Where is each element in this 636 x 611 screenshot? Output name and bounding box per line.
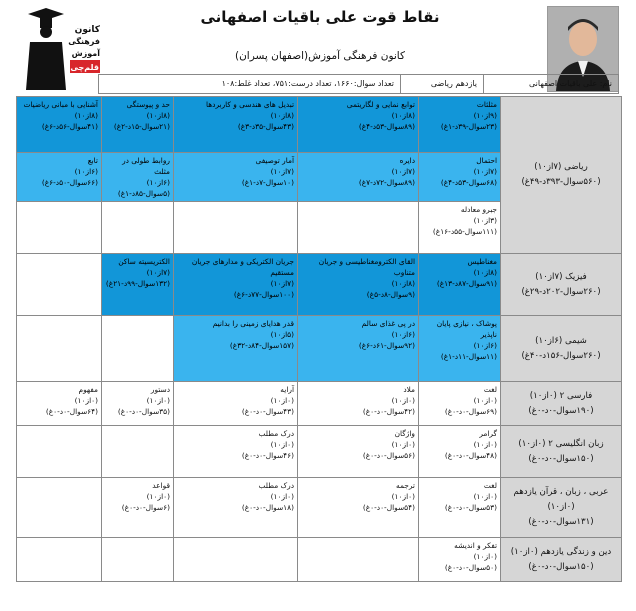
topic-cell (102, 254, 174, 316)
topic-stats: (۹۱سوال-۸۷د-۱۳غ) (436, 279, 497, 288)
topic-cell (17, 153, 102, 202)
topic-stats: (۱۵۷سوال-۸۴د-۳۲غ) (229, 341, 294, 350)
topic-cell (102, 153, 174, 202)
topic-cell (298, 254, 419, 316)
topic-stats: (۵۰سوال-۰د-۰غ) (444, 563, 497, 572)
topic-cell (17, 254, 102, 316)
subject-cell (501, 426, 622, 478)
topic-stats: (۱۱سوال-۱۱د-۱غ) (440, 352, 497, 361)
topic-cell (419, 382, 501, 426)
subject-stats: (۱۹۰سوال-۰د-۰غ) (528, 405, 594, 416)
topic-stats: (۶۹سوال-۰د-۰غ) (444, 407, 497, 416)
topic-title: واژگان (394, 429, 415, 438)
topic-stats: (۲۱سوال-۱۵د-۲غ) (113, 122, 170, 131)
topic-title: الکتریسیته ساکن (118, 257, 170, 266)
topic-stats: (۵سوال-۸۵د-۱غ) (117, 189, 170, 198)
topic-score: (۰از۱۰) (146, 492, 170, 501)
subject-cell (501, 316, 622, 382)
topic-stats: (۸۹سوال-۷۲د-۷غ) (358, 178, 415, 187)
topic-title: آشنایی با مبانی ریاضیات (23, 100, 98, 109)
topic-score: (۸از۱۰) (74, 111, 98, 120)
topic-cell (17, 426, 102, 478)
topic-stats: (۸۹سوال-۵۳د-۴غ) (358, 122, 415, 131)
table-row (17, 97, 622, 153)
topic-stats: (۴۳سوال-۰د-۰غ) (241, 407, 294, 416)
svg-text:آموزش: آموزش (71, 49, 100, 58)
topic-score: (۷از۱۰) (146, 268, 170, 277)
topic-title: آرایه (280, 385, 294, 394)
topic-cell (102, 382, 174, 426)
topic-score: (۰از۱۰) (74, 396, 98, 405)
topic-cell (298, 202, 419, 254)
subject-cell (501, 382, 622, 426)
subject-name: دین و زندگی یازدهم (۰از۱۰) (510, 546, 612, 557)
table-row (17, 478, 622, 538)
topic-title: جبرو معادله (460, 205, 497, 214)
strengths-table (16, 96, 622, 582)
svg-text:کانون: کانون (74, 25, 100, 35)
topic-title: جریان الکتریکی و مدارهای جریان مستقیم (191, 257, 294, 277)
table-row (17, 316, 622, 382)
topic-stats: (۵۶سوال-۰د-۰غ) (362, 451, 415, 460)
topic-score: (۰از۱۰) (270, 396, 294, 405)
topic-title: مفهوم (78, 385, 98, 394)
topic-score: (۷از۱۰) (270, 167, 294, 176)
subject-stats: (۵۶۰سوال-۳۹۳د-۴۹غ) (521, 177, 601, 187)
topic-cell (419, 153, 501, 202)
subject-stats: (۱۵۰سوال-۰د-۰غ) (528, 453, 594, 464)
subject-stats: (۲۶۰سوال-۱۵۶د-۴۰غ) (521, 350, 601, 361)
table-row (17, 426, 622, 478)
topic-stats: (۴۸سوال-۰د-۰غ) (444, 451, 497, 460)
topic-score: (۰از۱۰) (146, 396, 170, 405)
topic-score: (۰از۱۰) (391, 492, 415, 501)
topic-stats: (۶۴سوال-۰د-۰غ) (45, 407, 98, 416)
topic-cell (17, 538, 102, 582)
topic-title: قدر هدایای زمینی را بدانیم (212, 319, 294, 328)
topic-score: (۰از۱۰) (391, 440, 415, 449)
topic-cell (174, 202, 298, 254)
topic-title: توابع نمایی و لگاریتمی (346, 100, 415, 109)
topic-cell (298, 153, 419, 202)
topic-score: (۸از۱۰) (391, 111, 415, 120)
topic-cell (17, 478, 102, 538)
topic-cell (419, 97, 501, 153)
topic-title: احتمال (476, 156, 497, 165)
subject-name: فارسی ۲ (۰از۱۰) (529, 390, 593, 401)
topic-stats: (۵۳سوال-۰د-۰غ) (444, 503, 497, 512)
topic-title: گرامر (479, 429, 497, 438)
topic-cell (17, 202, 102, 254)
topic-title: پوشاک ، نیازی پایان ناپذیر (436, 319, 497, 339)
topic-stats: (۱۳۲سوال-۹۹د-۲۱غ) (105, 279, 170, 288)
topic-stats: (۴۳سوال-۳۵د-۳غ) (237, 122, 294, 131)
topic-stats: (۴۶سوال-۰د-۰غ) (241, 451, 294, 460)
topic-cell (174, 254, 298, 316)
topic-score: (۷از۱۰) (270, 279, 294, 288)
topic-title: ترجمه (396, 481, 415, 490)
topic-cell (298, 478, 419, 538)
topic-title: القای الکترومغناطیسی و جریان متناوب (318, 257, 415, 277)
topic-title: قواعد (152, 481, 170, 490)
topic-score: (۷از۱۰) (391, 167, 415, 176)
topic-score: (۰از۱۰) (473, 440, 497, 449)
topic-title: روابط طولی در مثلث (122, 156, 170, 176)
topic-stats: (۹۲سوال-۶۱د-۶غ) (358, 341, 415, 350)
topic-stats: (۱۰۰سوال-۷۷د-۶غ) (233, 290, 294, 299)
topic-cell (174, 538, 298, 582)
topic-stats: (۳۵سوال-۰د-۰غ) (117, 407, 170, 416)
topic-stats: (۲۳سوال-۳۹د-۱غ) (440, 122, 497, 131)
topic-title: دایره (399, 156, 415, 165)
table-row (17, 382, 622, 426)
topic-cell (174, 478, 298, 538)
topic-score: (۷از۱۰) (473, 167, 497, 176)
topic-stats: (۴۱سوال-۵۶د-۶غ) (41, 122, 98, 131)
topic-cell (17, 97, 102, 153)
topic-stats: (۱۰سوال-۷د-۱غ) (241, 178, 294, 187)
subject-cell (501, 254, 622, 316)
subject-name: ریاضی (۷از۱۰) (534, 162, 588, 172)
topic-title: در پی غذای سالم (361, 319, 415, 328)
exam-stats: تعداد سوال:۱۶۶۰، تعداد درست:۷۵۱، تعداد غلط:۱۰۸ (221, 79, 394, 88)
topic-cell (419, 202, 501, 254)
topic-cell (17, 382, 102, 426)
topic-title: درک مطلب (258, 481, 294, 490)
topic-stats: (۶۸سوال-۵۳د-۴غ) (440, 178, 497, 187)
table-row (17, 254, 622, 316)
graduate-logo-icon (16, 4, 106, 94)
subject-stats: (۲۶۰سوال-۲۰۲د-۲۹غ) (521, 286, 601, 297)
topic-score: (۰از۱۰) (391, 396, 415, 405)
topic-cell (298, 426, 419, 478)
topic-cell (174, 316, 298, 382)
subject-name: شیمی (۶از۱۰) (535, 335, 587, 346)
topic-cell (298, 538, 419, 582)
topic-cell (174, 153, 298, 202)
topic-stats: (۴۲سوال-۰د-۰غ) (362, 407, 415, 416)
subject-name: فیزیک (۷از۱۰) (535, 271, 587, 282)
topic-score: (۸از۱۰) (270, 111, 294, 120)
topic-cell (102, 426, 174, 478)
topic-score: (۰از۱۰) (270, 440, 294, 449)
topic-cell (102, 202, 174, 254)
topic-cell (419, 538, 501, 582)
topic-score: (۶از۱۰) (391, 330, 415, 339)
topic-stats: (۶۶سوال-۵۰د-۶غ) (41, 178, 98, 187)
topic-title: لغت (483, 481, 497, 490)
topic-cell (419, 254, 501, 316)
topic-title: حد و پیوستگی (126, 100, 170, 109)
page-subtitle: کانون فرهنگی آموزش(اصفهان پسران) (235, 50, 405, 62)
subject-cell (501, 478, 622, 538)
topic-stats: (۹سوال-۸د-۵غ) (366, 290, 415, 299)
topic-score: (۰از۱۰) (270, 492, 294, 501)
topic-title: مغناطیس (467, 257, 497, 266)
topic-cell (102, 316, 174, 382)
topic-title: لغت (483, 385, 497, 394)
topic-stats: (۵۴سوال-۰د-۰غ) (362, 503, 415, 512)
subject-stats: (۱۵۰سوال-۰د-۰غ) (528, 561, 594, 572)
topic-score: (۹از۱۰) (473, 111, 497, 120)
topic-cell (419, 478, 501, 538)
subject-stats: (۱۳۱سوال-۰د-۰غ) (528, 517, 594, 527)
topic-title: تبدیل های هندسی و کاربردها (206, 100, 294, 109)
topic-cell (174, 97, 298, 153)
topic-cell (298, 97, 419, 153)
page-title: نقاط قوت علی باقیات اصفهانی (200, 8, 440, 26)
topic-title: دستور (150, 385, 170, 394)
topic-cell (17, 316, 102, 382)
topic-cell (102, 478, 174, 538)
svg-text:قلم‌چی: قلم‌چی (70, 63, 99, 72)
topic-score: (۶از۱۰) (473, 341, 497, 350)
table-row (17, 538, 622, 582)
topic-title: مثلثات (476, 100, 497, 109)
student-info-bar (98, 74, 619, 94)
topic-score: (۸از۱۰) (146, 111, 170, 120)
topic-score: (۸از۱۰) (391, 279, 415, 288)
logo (16, 4, 106, 94)
topic-cell (298, 316, 419, 382)
subject-cell (501, 97, 622, 254)
topic-score: (۸از۱۰) (473, 268, 497, 277)
topic-score: (۶از۱۰) (74, 167, 98, 176)
topic-score: (۶از۱۰) (146, 178, 170, 187)
topic-stats: (۱۱۱سوال-۵۵د-۱۶غ) (432, 227, 497, 236)
svg-text:فرهنگی: فرهنگی (68, 37, 100, 46)
topic-title: آمار توصیفی (255, 156, 294, 165)
topic-cell (174, 426, 298, 478)
topic-title: تفکر و اندیشه (454, 541, 497, 550)
student-name: نام: علی باقیات اصفهانی (483, 75, 618, 93)
topic-cell (419, 426, 501, 478)
student-grade: یازدهم ریاضی (400, 75, 483, 93)
topic-cell (102, 538, 174, 582)
subject-name: عربی ، زبان ، قرآن یازدهم (۰از۱۰) (513, 487, 609, 512)
topic-stats: (۶سوال-۰د-۰غ) (121, 503, 170, 512)
topic-title: درک مطلب (258, 429, 294, 438)
topic-score: (۰از۱۰) (473, 396, 497, 405)
subject-name: زبان انگلیسی ۲ (۰از۱۰) (518, 438, 604, 449)
topic-cell (419, 316, 501, 382)
topic-cell (298, 382, 419, 426)
topic-score: (۰از۱۰) (473, 492, 497, 501)
topic-score: (۳از۱۰) (473, 216, 497, 225)
topic-score: (۰از۱۰) (473, 552, 497, 561)
topic-cell (174, 382, 298, 426)
subject-cell (501, 538, 622, 582)
topic-score: (۵از۱۰) (270, 330, 294, 339)
topic-title: تابع (87, 156, 98, 165)
topic-stats: (۱۸سوال-۰د-۰غ) (241, 503, 294, 512)
topic-title: ملاد (403, 385, 415, 394)
topic-cell (102, 97, 174, 153)
